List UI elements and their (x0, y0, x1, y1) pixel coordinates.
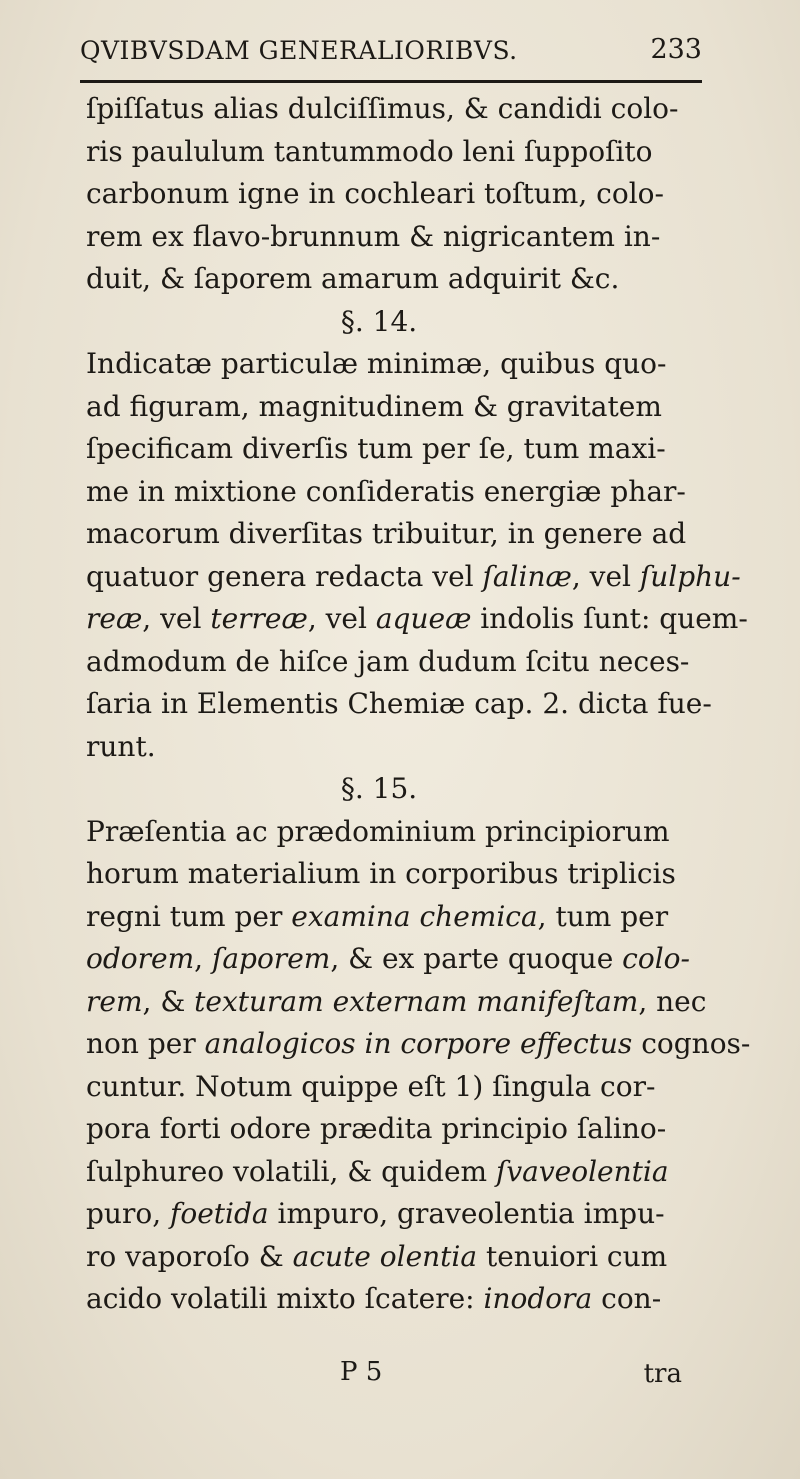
text-run: non per (86, 1027, 205, 1060)
text-line (86, 811, 712, 854)
text-run: impuro, graveolentia impu- (268, 1197, 665, 1230)
text-run: ſpecificam diverſis tum per ſe, tum maxi- (86, 432, 666, 465)
text-run: ſulphureo volatili, & quidem (86, 1154, 496, 1188)
text-run: §. 15. (340, 772, 418, 805)
catchword: tra (643, 1359, 682, 1389)
text-line (86, 853, 712, 896)
text-line (86, 981, 712, 1024)
italic-text: inodora (483, 1282, 593, 1315)
text-run: ad figuram, magnitudinem & gravitatem (86, 389, 662, 423)
italic-text: texturam externam manifeſtam (194, 984, 639, 1018)
italic-text: acute olentia (292, 1239, 478, 1273)
text-run: duit, & ſaporem amarum adquirit &c. (86, 262, 620, 295)
text-line (86, 683, 712, 726)
italic-text: reæ (86, 602, 143, 635)
text-line (86, 88, 712, 131)
text-run: puro, (86, 1197, 170, 1230)
text-run: admodum de hiſce jam dudum ſcitu neces- (86, 644, 690, 678)
text-run: , & (142, 984, 195, 1018)
section-heading (86, 768, 712, 811)
header-rule (80, 80, 702, 83)
text-line (86, 641, 712, 684)
text-line (86, 386, 712, 429)
italic-text: aqueæ (375, 602, 472, 635)
text-line (86, 131, 712, 174)
italic-text: foetida (170, 1197, 269, 1230)
italic-text: ſvaveolentia (495, 1154, 669, 1188)
text-line (86, 896, 712, 939)
italic-text: terreæ (210, 602, 308, 635)
italic-text: analogicos in corpore effectus (204, 1027, 633, 1060)
text-run: cognos- (632, 1027, 751, 1060)
italic-text: rem (86, 984, 143, 1018)
text-run: , tum per (537, 899, 669, 933)
text-run: ſpiſſatus alias dulciſſimus, & candidi colo- (86, 92, 679, 125)
text-line (86, 726, 712, 769)
text-line (86, 258, 712, 301)
italic-text: odorem (86, 942, 195, 975)
text-line (86, 173, 712, 216)
text-line (86, 598, 748, 641)
page-number: 233 (650, 34, 702, 65)
text-line (86, 216, 712, 259)
text-run: runt. (86, 729, 156, 763)
italic-text: ſalinæ (482, 559, 572, 593)
text-run: regni tum per (86, 899, 292, 933)
text-run: Præſentia ac prædominium principiorum (86, 814, 670, 848)
text-run: ro vaporoſo & (86, 1239, 293, 1273)
text-run: me in mixtione conſideratis energiæ phar- (86, 474, 686, 508)
text-run: ris paululum tantummodo leni ſuppoſito (86, 134, 653, 168)
running-title: QVIBVSDAM GENERALIORIBVS. (80, 36, 518, 65)
text-run: cuntur. Notum quippe eſt 1) ſingula cor- (86, 1069, 656, 1103)
text-run: , (194, 942, 212, 975)
text-run: quatuor genera redacta vel (86, 559, 483, 593)
text-run: tenuiori cum (477, 1239, 668, 1273)
text-run: pora forti odore prædita principio ſalino- (86, 1112, 667, 1145)
text-line (86, 1108, 712, 1151)
italic-text: examina chemica (291, 899, 538, 933)
text-run: , nec (638, 984, 707, 1018)
text-run: , vel (142, 602, 211, 635)
text-line (86, 513, 712, 556)
text-line (86, 1236, 712, 1279)
signature-mark: P 5 (340, 1357, 383, 1387)
section-heading (86, 301, 712, 344)
text-line (86, 1278, 712, 1321)
text-run: con- (592, 1282, 662, 1315)
text-run: Indicatæ particulæ minimæ, quibus quo- (86, 347, 667, 380)
text-line (86, 1023, 751, 1066)
text-line (86, 428, 712, 471)
text-run: acido volatili mixto ſcatere: (86, 1282, 484, 1315)
text-run: rem ex flavo-brunnum & nigricantem in- (86, 219, 661, 253)
text-line (86, 556, 741, 599)
text-run: ſaria in Elementis Chemiæ cap. 2. dicta fue- (86, 687, 712, 720)
page-header (80, 32, 702, 84)
text-run: macorum diverſitas tribuitur, in genere ad (86, 517, 687, 550)
text-line (86, 471, 712, 514)
text-run: horum materialium in corporibus triplicis (86, 857, 676, 890)
text-line (86, 938, 712, 981)
text-line (86, 1066, 712, 1109)
body-text (86, 88, 751, 1321)
text-run: , & ex parte quoque (330, 942, 623, 975)
page-footer (86, 1357, 712, 1397)
italic-text: ſaporem (211, 942, 331, 975)
text-line (86, 343, 712, 386)
text-run: indolis ſunt: quem- (471, 602, 748, 635)
text-run: , vel (571, 559, 640, 593)
italic-text: ſulphu- (639, 559, 741, 593)
text-run: , vel (307, 602, 376, 635)
italic-text: colo- (622, 942, 690, 975)
text-line (86, 1193, 712, 1236)
text-line (86, 1151, 712, 1194)
text-run: §. 14. (340, 304, 418, 338)
text-run: carbonum igne in cochleari toſtum, colo- (86, 177, 664, 210)
